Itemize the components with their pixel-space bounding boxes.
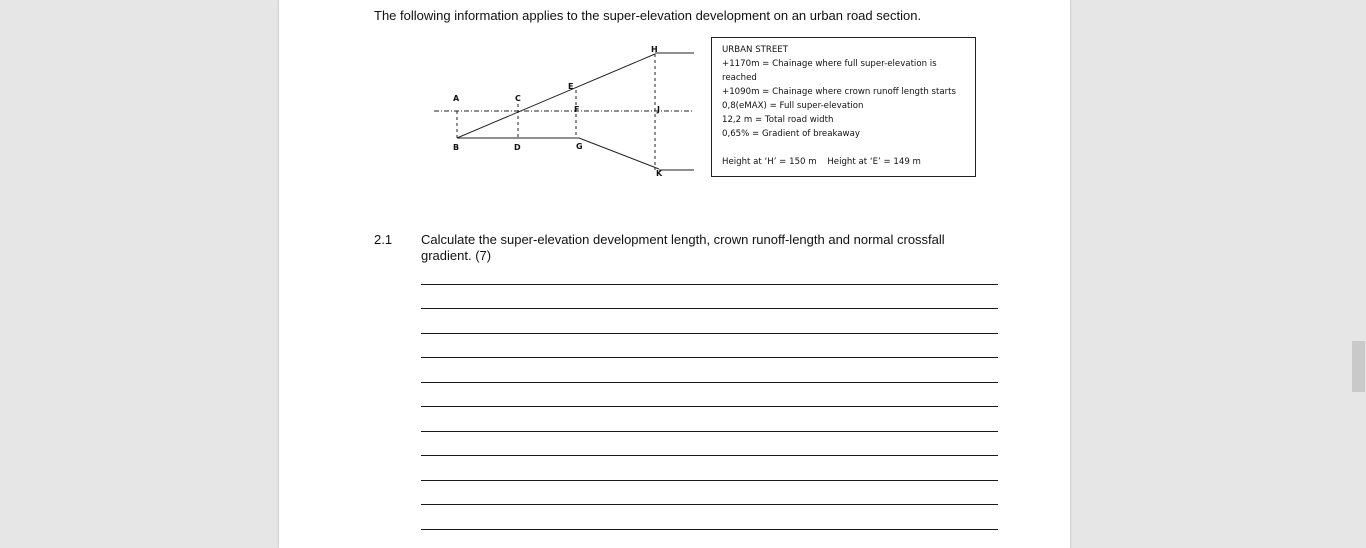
answer-line[interactable] bbox=[421, 431, 998, 432]
answer-line[interactable] bbox=[421, 357, 998, 358]
height-h: Height at ‘H’ = 150 m bbox=[722, 157, 817, 167]
label-c: C bbox=[515, 94, 521, 103]
intro-paragraph: The following information applies to the super-elevation development on an urban road section. bbox=[374, 8, 922, 23]
info-line: 0,65% = Gradient of breakaway bbox=[722, 129, 860, 139]
label-j: J bbox=[657, 105, 660, 114]
height-e: Height at ‘E’ = 149 m bbox=[827, 157, 921, 167]
info-line: +1170m = Chainage where full super-elevation is bbox=[722, 59, 937, 69]
label-b: B bbox=[453, 143, 460, 152]
label-h: H bbox=[651, 45, 658, 54]
label-e: E bbox=[568, 82, 574, 91]
answer-line[interactable] bbox=[421, 284, 998, 285]
answer-line[interactable] bbox=[421, 333, 998, 334]
label-a: A bbox=[453, 94, 460, 103]
document-page bbox=[279, 0, 1070, 548]
info-title: URBAN STREET bbox=[722, 45, 788, 55]
answer-line[interactable] bbox=[421, 382, 998, 383]
info-line: reached bbox=[722, 73, 757, 83]
answer-line[interactable] bbox=[421, 406, 998, 407]
label-f: F bbox=[574, 105, 580, 114]
question-number: 2.1 bbox=[374, 232, 393, 247]
scrollbar-thumb[interactable] bbox=[1352, 341, 1365, 392]
answer-line[interactable] bbox=[421, 529, 998, 530]
label-k: K bbox=[656, 169, 663, 178]
label-g: G bbox=[576, 142, 583, 151]
info-line: 12,2 m = Total road width bbox=[722, 115, 834, 125]
label-d: D bbox=[514, 143, 521, 152]
urban-street-info-box bbox=[711, 37, 976, 177]
answer-line[interactable] bbox=[421, 308, 998, 309]
rising-edge-line bbox=[457, 54, 655, 138]
info-line: +1090m = Chainage where crown runoff length starts bbox=[722, 87, 957, 97]
vertical-scrollbar[interactable] bbox=[1349, 0, 1366, 548]
info-line: 0,8(eMAX) = Full super-elevation bbox=[722, 101, 864, 111]
answer-line[interactable] bbox=[421, 480, 998, 481]
info-heights bbox=[722, 155, 967, 169]
answer-line[interactable] bbox=[421, 455, 998, 456]
super-elevation-diagram bbox=[429, 40, 699, 182]
answer-line[interactable] bbox=[421, 504, 998, 505]
falling-edge-line bbox=[579, 138, 659, 169]
question-text: Calculate the super-elevation development length, crown runoff-length and normal crossfall gradient. (7) bbox=[421, 232, 945, 263]
